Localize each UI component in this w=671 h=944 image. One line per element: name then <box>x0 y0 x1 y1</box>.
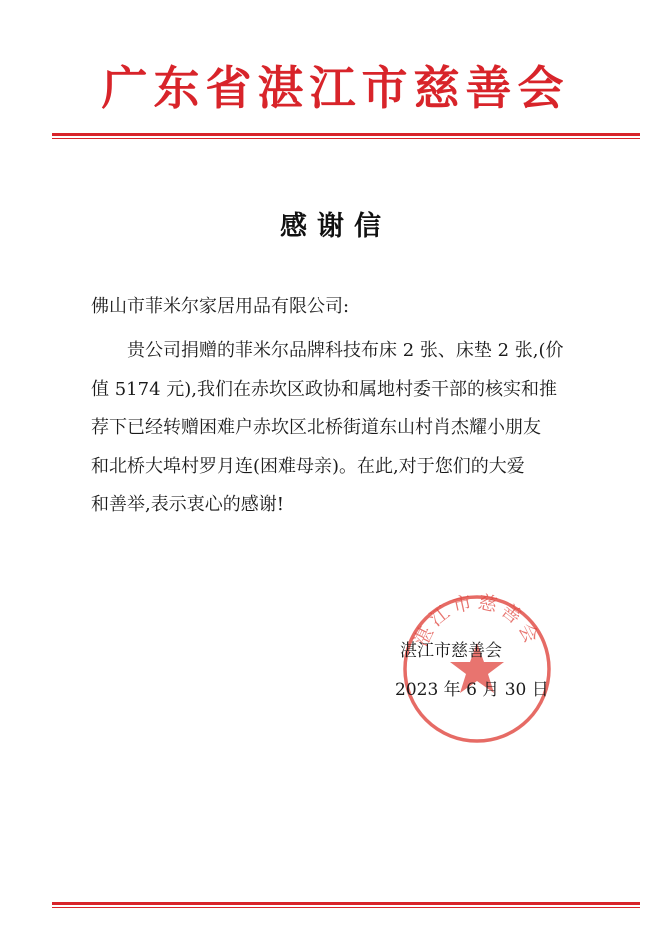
letterhead-rule-thick <box>52 133 640 136</box>
seal-text: 湛江市慈善会 <box>410 590 544 651</box>
letterhead-org-name: 广东省湛江市慈善会 <box>101 61 570 115</box>
footer-rule-thin <box>52 907 640 908</box>
letter-title: 感谢信 <box>280 211 391 242</box>
body-line: 荐下已经转赠困难户赤坎区北桥街道东山村肖杰耀小朋友 <box>91 417 541 438</box>
letterhead-rule-thin <box>52 138 640 139</box>
signature-date: 2023 年 6 月 30 日 <box>395 680 549 700</box>
body-line: 和北桥大埠村罗月连(困难母亲)。在此,对于您们的大爱 <box>91 455 525 477</box>
body-line: 贵公司捐赠的菲米尔品牌科技布床 2 张、床垫 2 张,(价 <box>127 340 564 361</box>
footer-rule-thick <box>52 902 640 905</box>
letter-salutation: 佛山市菲米尔家居用品有限公司: <box>91 296 350 317</box>
letter-body <box>91 332 599 525</box>
signature-org: 湛江市慈善会 <box>400 641 502 661</box>
official-seal-icon <box>397 589 557 749</box>
body-line: 和善举,表示衷心的感谢! <box>91 494 284 515</box>
body-line: 值 5174 元),我们在赤坎区政协和属地村委干部的核实和推 <box>91 378 557 400</box>
